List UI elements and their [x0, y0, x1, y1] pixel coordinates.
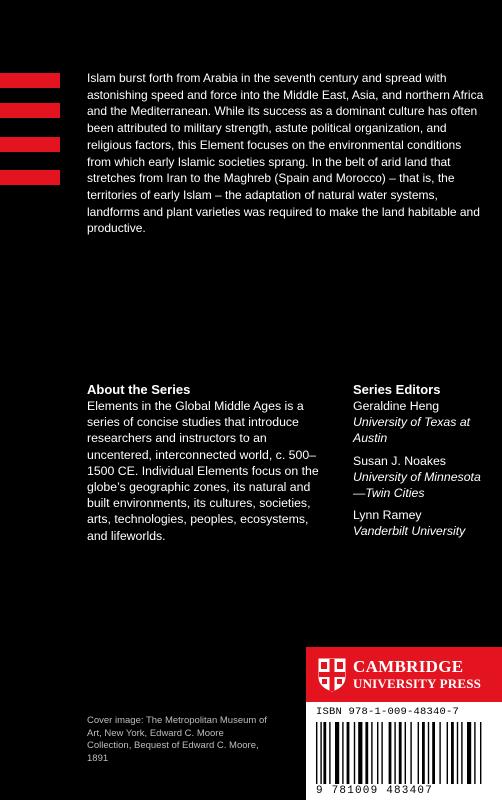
- series-editors: [353, 382, 493, 540]
- editor-affiliation: Vanderbilt University: [353, 524, 466, 539]
- red-accent-bar: [0, 73, 60, 88]
- book-blurb: Islam burst forth from Arabia in the seventh century and spread with astonishing speed and force into the Middle East, Asia, and northern Africa and the Mediterranean. While its success as a dominant culture has often been attributed to military strength, astute political organization, and religious factors, this Element focuses on the environmental conditions from which early Islamic societies sprang. In the belt of arid land that stretches from Iran to the Maghreb (Spain and Morocco) – that is, the territories of early Islam – the adaptation of natural water systems, landforms and plant varieties was required to make the land habitable and productive.: [87, 71, 484, 236]
- isbn-barcode: [306, 702, 502, 800]
- editor-name: Susan J. Noakes: [353, 453, 446, 468]
- publisher-name-line1: CAMBRIDGE: [353, 657, 464, 676]
- about-the-series: [87, 382, 329, 544]
- publisher-logo: [306, 647, 502, 702]
- editor-entry: [353, 398, 493, 447]
- isbn-label: ISBN 978-1-009-48340-7: [316, 706, 460, 718]
- editor-entry: [353, 453, 493, 502]
- red-accent-bar: [0, 170, 60, 185]
- barcode-digits: 9 781009 483407: [316, 785, 434, 797]
- editor-entry: [353, 507, 493, 539]
- red-accent-bar: [0, 103, 60, 118]
- cambridge-crest-icon: [318, 658, 346, 692]
- red-accent-bar: [0, 137, 60, 152]
- about-series-text: Elements in the Global Middle Ages is a series of concise studies that introduce researchers and instructors to an uncentered, interconnected world, c. 500–1500 CE. Individual Elements focus on the globe’s geographic zones, its natural and built environments, its cultures, societies, arts, technologies, peoples, ecosystems, and lifeworlds.: [87, 399, 319, 543]
- editor-affiliation: University of Texas at Austin: [353, 415, 471, 446]
- series-editors-title: Series Editors: [353, 382, 441, 397]
- publisher-name: [353, 658, 481, 691]
- cover-image-credit: Cover image: The Metropolitan Museum of Art, New York, Edward C. Moore Collection, Bequest of Edward C. Moore, 1891: [87, 715, 267, 764]
- publisher-name-line2: UNIVERSITY PRESS: [353, 676, 482, 691]
- about-series-title: About the Series: [87, 382, 191, 397]
- barcode-bars: [316, 722, 492, 784]
- editor-affiliation: University of Minnesota—Twin Cities: [353, 469, 481, 501]
- editor-name: Geraldine Heng: [353, 399, 440, 413]
- editor-name: Lynn Ramey: [353, 508, 422, 523]
